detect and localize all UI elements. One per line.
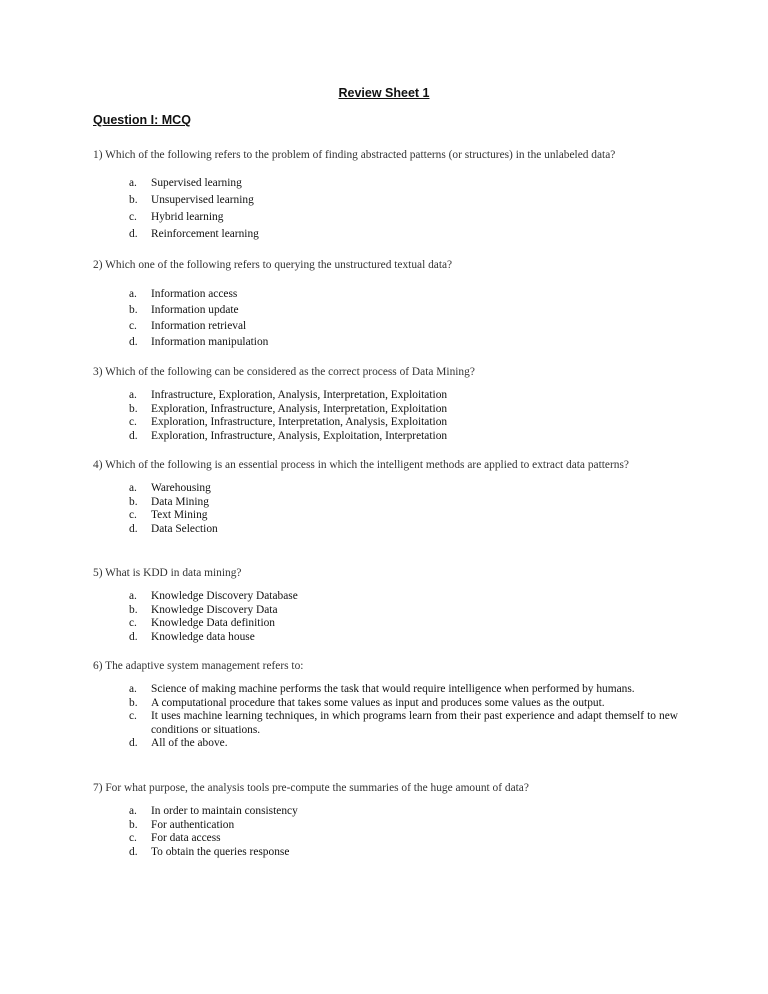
option-letter: a. [129,482,137,494]
option-text: Data Selection [151,522,218,535]
option-text: Data Mining [151,495,209,508]
option-text: Exploration, Infrastructure, Analysis, Exploitation, Interpretation [151,429,448,442]
option-text: Information update [151,304,239,316]
option-text: It uses machine learning techniques, in which programs learn from their past experience and adapt themself to new conditions or situations. [151,710,678,736]
option-item [93,509,653,523]
option-item [93,175,678,192]
option-item [93,683,678,697]
option-list [93,175,678,243]
option-text: Exploration, Infrastructure, Interpretation, Analysis, Exploitation [151,416,448,428]
option-letter: a. [129,389,137,401]
option-list [93,286,678,350]
option-text: Knowledge Data definition [151,617,275,629]
question-text: 4) Which of the following is an essential process in which the intelligent methods are applied to extract data patterns? [93,459,629,471]
option-letter: c. [129,320,137,332]
question-1 [93,148,678,243]
option-letter: c. [129,710,137,722]
option-item [93,226,678,243]
option-list [93,482,653,536]
option-letter: a. [129,288,137,300]
option-letter: c. [129,509,137,521]
option-letter: b. [129,603,138,616]
option-item [93,389,678,403]
option-text: Knowledge Discovery Data [151,603,278,616]
option-item [93,523,653,537]
option-item [93,192,678,209]
question-text: 7) For what purpose, the analysis tools pre-compute the summaries of the huge amount of data? [93,782,529,794]
option-letter: c. [129,211,137,223]
option-text: Reinforcement learning [151,228,259,240]
option-letter: d. [129,845,138,858]
option-letter: a. [129,177,137,189]
question-text: 2) Which one of the following refers to querying the unstructured textual data? [93,259,453,271]
option-list [93,683,678,751]
option-item [93,832,678,846]
option-item [93,631,678,645]
question-4 [93,458,653,536]
option-item [93,846,678,860]
option-item [93,819,678,833]
question-text: 3) Which of the following can be considered as the correct process of Data Mining? [93,366,475,378]
option-letter: b. [129,402,138,415]
option-item [93,403,678,417]
option-text: For authentication [151,818,235,831]
option-letter: b. [129,696,138,709]
option-item [93,302,678,318]
document-title: Review Sheet 1 [338,86,430,100]
option-item [93,496,653,510]
question-text: 5) What is KDD in data mining? [93,567,242,579]
option-letter: b. [129,818,138,831]
option-item [93,286,678,302]
option-text: Warehousing [151,482,211,494]
option-text: Knowledge data house [151,630,255,643]
option-letter: c. [129,416,137,428]
option-letter: d. [129,429,138,442]
option-letter: c. [129,832,137,844]
option-letter: a. [129,805,137,817]
option-item [93,318,678,334]
option-text: Information manipulation [151,336,269,348]
option-text: Text Mining [151,509,208,521]
option-text: For data access [151,832,221,844]
option-text: In order to maintain consistency [151,805,298,817]
option-list [93,389,678,443]
option-item [93,737,678,751]
option-item [93,416,678,430]
option-item [93,334,678,350]
option-text: Science of making machine performs the task that would require intelligence when performed by humans. [151,683,635,695]
option-list [93,805,678,859]
question-2 [93,258,678,350]
option-text: Information access [151,288,238,300]
option-letter: d. [129,522,138,535]
option-list [93,590,678,644]
option-text: Supervised learning [151,177,242,189]
option-letter: d. [129,737,138,749]
option-item [93,482,653,496]
option-letter: b. [129,304,138,316]
option-letter: d. [129,630,138,643]
question-7 [93,781,678,859]
question-text: 1) Which of the following refers to the problem of finding abstracted patterns (or structures) in the unlabeled data? [93,149,616,161]
option-text: Knowledge Discovery Database [151,590,298,602]
question-6 [93,659,678,751]
option-letter: d. [129,228,138,240]
option-item [93,710,678,737]
option-text: To obtain the queries response [151,845,290,858]
option-letter: c. [129,617,137,629]
option-item [93,590,678,604]
option-text: Infrastructure, Exploration, Analysis, Interpretation, Exploitation [151,389,448,401]
question-5 [93,566,678,644]
option-text: Hybrid learning [151,211,224,223]
option-letter: b. [129,194,138,206]
option-item [93,430,678,444]
section-heading: Question I: MCQ [93,113,191,127]
question-3 [93,365,678,443]
option-item [93,617,678,631]
option-item [93,604,678,618]
option-text: A computational procedure that takes some values as input and produces some values as the output. [151,696,605,709]
option-item [93,209,678,226]
option-letter: a. [129,590,137,602]
option-text: Information retrieval [151,320,247,332]
option-letter: d. [129,336,138,348]
option-letter: a. [129,683,137,695]
option-text: Exploration, Infrastructure, Analysis, Interpretation, Exploitation [151,402,448,415]
option-letter: b. [129,495,138,508]
question-text: 6) The adaptive system management refers to: [93,660,304,672]
option-text: All of the above. [151,737,228,749]
option-item [93,805,678,819]
option-item [93,697,678,711]
option-text: Unsupervised learning [151,194,254,206]
